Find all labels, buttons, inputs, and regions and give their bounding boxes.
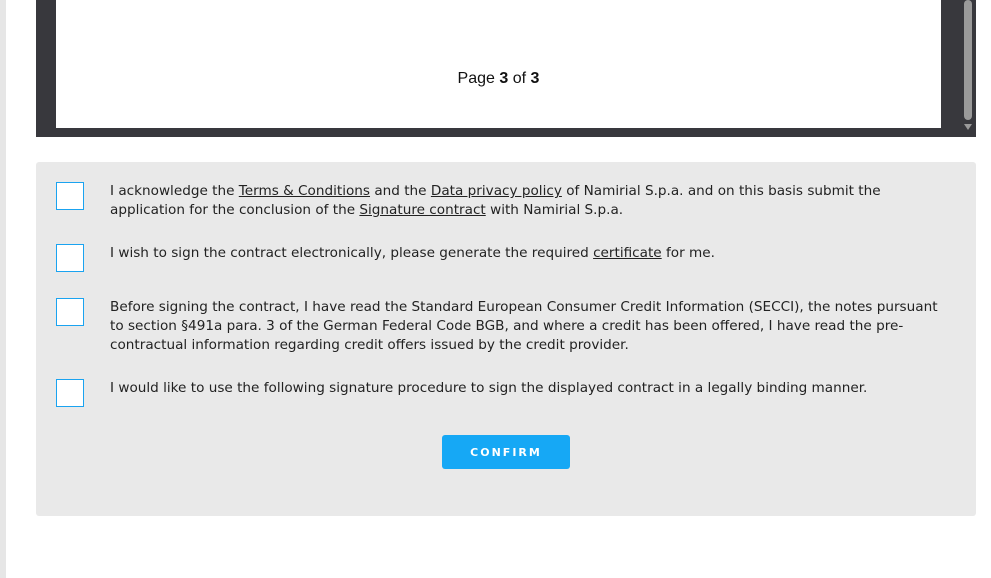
certificate-link[interactable]: certificate — [593, 245, 662, 261]
document-viewer[interactable] — [36, 0, 976, 137]
page-counter — [56, 70, 941, 88]
document-page — [56, 0, 941, 128]
terms-checkbox[interactable] — [56, 182, 84, 210]
privacy-policy-link[interactable]: Data privacy policy — [430, 183, 562, 199]
signature-procedure-checkbox[interactable] — [56, 379, 84, 407]
page-label: Page — [457, 70, 495, 87]
left-rail — [0, 0, 6, 578]
confirm-button[interactable]: CONFIRM — [442, 435, 570, 469]
terms-link[interactable]: Terms & Conditions — [238, 183, 371, 199]
viewer-scrollbar[interactable] — [962, 0, 974, 135]
current-page-number: 3 — [499, 70, 509, 87]
certificate-checkbox[interactable] — [56, 244, 84, 272]
secci-checkbox[interactable] — [56, 298, 84, 326]
total-pages-number: 3 — [530, 70, 540, 87]
scrollbar-thumb[interactable] — [964, 0, 972, 120]
consent-text-certificate: I wish to sign the contract electronically, please generate the required certificate for me. — [110, 245, 715, 261]
consent-text-terms: I acknowledge the Terms & Conditions and the Data privacy policy of Namirial S.p.a. and on this basis submit the application for the conclusion of the Signature contract with Namirial S.p.a. — [110, 183, 881, 218]
of-label: of — [512, 70, 527, 87]
consent-text-signature-procedure: I would like to use the following signature procedure to sign the displayed contract in a legally binding manner. — [110, 380, 868, 396]
consent-panel — [36, 162, 976, 516]
scroll-down-arrow-icon[interactable] — [964, 124, 972, 130]
consent-text-secci: Before signing the contract, I have read the Standard European Consumer Credit Information (SECCI), the notes pursuant to section §491a para. 3 of the German Federal Code BGB, and where a credit has been offered, I have read the pre-contractual information regarding credit offers issued by the credit provider. — [110, 299, 938, 353]
signature-contract-link[interactable]: Signature contract — [359, 202, 486, 218]
